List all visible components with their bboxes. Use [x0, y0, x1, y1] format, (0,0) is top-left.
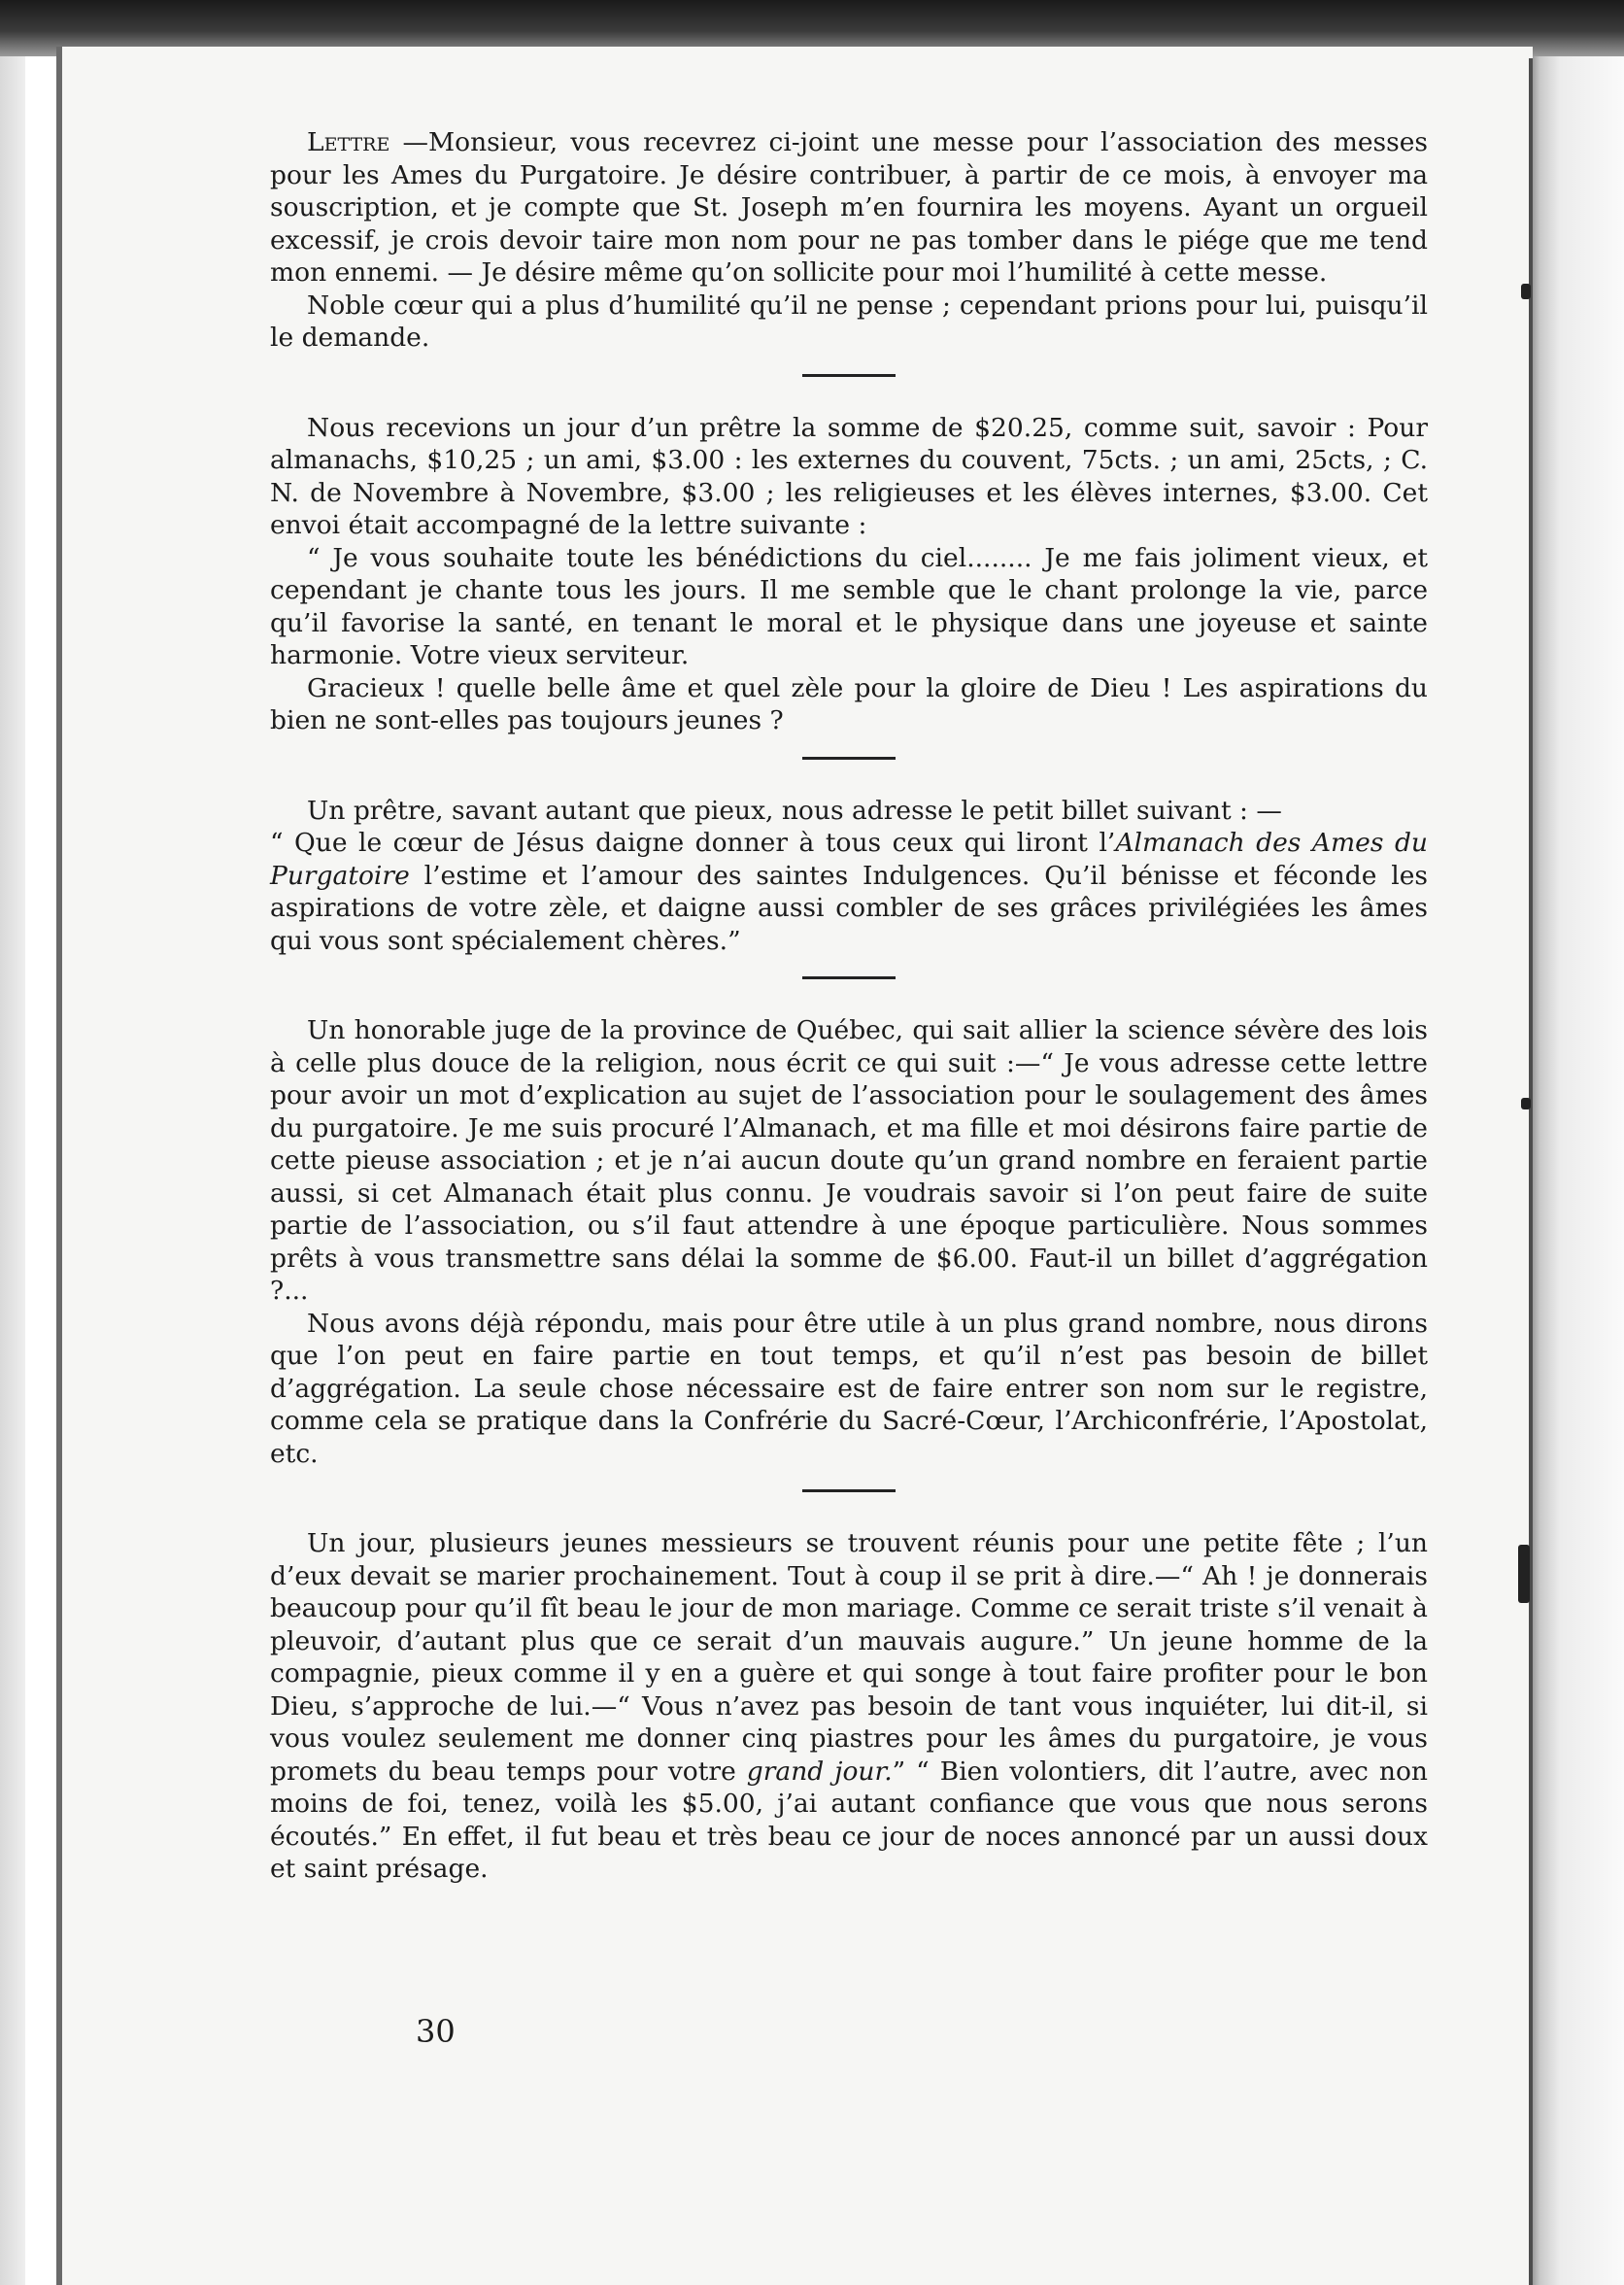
paragraph: “ Je vous souhaite toute les bénédictions du ciel........ Je me fais joliment vieux, et cependant je chante tous les jours. Il me semble que le chant prolonge la vie, parce qu’il favorise la santé, en tenant le moral et le physique dans une joyeuse et sainte harmonie. Votre vieux serviteur. — [270, 542, 1428, 670]
almanach-title: Almanach des Ames du Purgatoire — [270, 828, 1428, 891]
paragraph — [270, 1527, 1428, 1886]
lettre-label: Lettre — [307, 127, 390, 157]
paragraph-text: l’estime et l’amour des saintes Indulgences. Qu’il bénisse et féconde les aspirations de votre zèle, et daigne aussi combler de ses grâces privilégiées les âmes qui vous sont spécialement chères.” — [270, 860, 1428, 956]
paragraph: Nous avons déjà répondu, mais pour être utile à un plus grand nombre, nous dirons que l’on peut en faire partie en tout temps, et qu’il n’est pas besoin de billet d’aggrégation. La seule chose nécessaire est de faire entrer son nom sur le registre, comme cela se pratique dans la Confrérie du Sacré-Cœur, l’Archiconfrérie, l’Apostolat, etc. — [270, 1308, 1428, 1469]
paragraph-text: ” “ Bien volontiers, dit l’autre, avec non moins de foi, tenez, voilà les $5.00, j’ai autant confiance que vous que nous serons écoutés.” En effet, il fut beau et très beau ce jour de noces annoncé par un aussi doux et saint présage. — [270, 1756, 1428, 1884]
paragraph-text: “ Que le cœur de Jésus daigne donner à tous ceux qui liront l’ — [270, 828, 1116, 858]
section-divider — [802, 374, 896, 377]
paragraph-text: Un jour, plusieurs jeunes messieurs se trouvent réunis pour une petite fête ; l’un d’eux devait se marier prochainement. Tout à coup il se prit à dire.—“ Ah ! je donnerais beaucoup pour qu’il fît beau le jour de mon mariage. Comme ce serait triste s’il venait à pleuvoir, d’autant plus que ce serait d’un mauvais augure.” Un jeune homme de la compagnie, pieux comme il y en a guère et qui songe à tout faire profiter pour le bon Dieu, s’approche de lui.—“ Vous n’avez pas besoin de tant vous inquiéter, lui dit-il, si vous voulez seulement me donner cinq piastres pour les âmes du purgatoire, je vous promets du beau temps pour votre — [270, 1528, 1428, 1787]
emphasis-text: grand jour. — [746, 1756, 893, 1787]
paragraph: Nous recevions un jour d’un prêtre la somme de $20.25, comme suit, savoir : Pour almanachs, $10,25 ; un ami, $3.00 : les externes du couvent, 75cts. ; un ami, 25cts, ; C. N. de Novembre à Novembre, $3.00 ; les religieuses et les élèves internes, $3.00. Cet envoi était accompagné de la lettre suivante : — [270, 412, 1428, 540]
paragraph: Un prêtre, savant autant que pieux, nous adresse le petit billet suivant : — — [307, 795, 1282, 826]
paragraph-text: —Monsieur, vous recevrez ci-joint une messe pour l’association des messes pour les Ames du Purgatoire. Je désire contribuer, à partir de ce mois, à envoyer ma souscription, et je compte que St. Joseph m’en fournira les moyens. Ayant un orgueil excessif, je crois devoir taire mon nom pour ne pas tomber dans le piége que me tend mon ennemi. — Je désire même qu’on sollicite pour moi l’humilité à cette messe. — [270, 127, 1428, 288]
paragraph — [270, 126, 1428, 290]
section-divider — [802, 976, 896, 979]
paragraph: Gracieux ! quelle belle âme et quel zèle pour la gloire de Dieu ! Les aspirations du bien ne sont-elles pas toujours jeunes ? — [270, 672, 1428, 735]
paragraph: Noble cœur qui a plus d’humilité qu’il ne pense ; cependant prions pour lui, puisqu’il le demande. — [270, 290, 1428, 353]
page-right-edge — [1533, 56, 1624, 2285]
section-divider — [802, 1489, 896, 1492]
section-divider — [802, 757, 896, 760]
scan-left-margin — [0, 56, 25, 2285]
edge-mark — [1521, 1098, 1531, 1109]
page-text — [270, 126, 1428, 1886]
edge-mark — [1518, 1545, 1530, 1603]
page-number: 30 — [416, 2013, 456, 2050]
paragraph: Un honorable juge de la province de Québec, qui sait allier la science sévère des lois à celle plus douce de la religion, nous écrit ce qui suit :—“ Je vous adresse cette lettre pour avoir un mot d’explication au sujet de l’association pour le soulagement des âmes du purgatoire. Je me suis procuré l’Almanach, et ma fille et moi désirons faire partie de cette pieuse association ; et je n’ai aucun doute qu’un grand nombre en feraient partie aussi, si cet Almanach était plus connu. Je voudrais savoir si l’on peut faire de suite partie de l’association, ou s’il faut attendre à une époque particulière. Nous sommes prêts à vous transmettre sans délai la somme de $6.00. Faut-il un billet d’aggrégation ?... — [270, 1015, 1428, 1306]
edge-mark — [1521, 284, 1531, 299]
paragraph — [270, 827, 1428, 957]
